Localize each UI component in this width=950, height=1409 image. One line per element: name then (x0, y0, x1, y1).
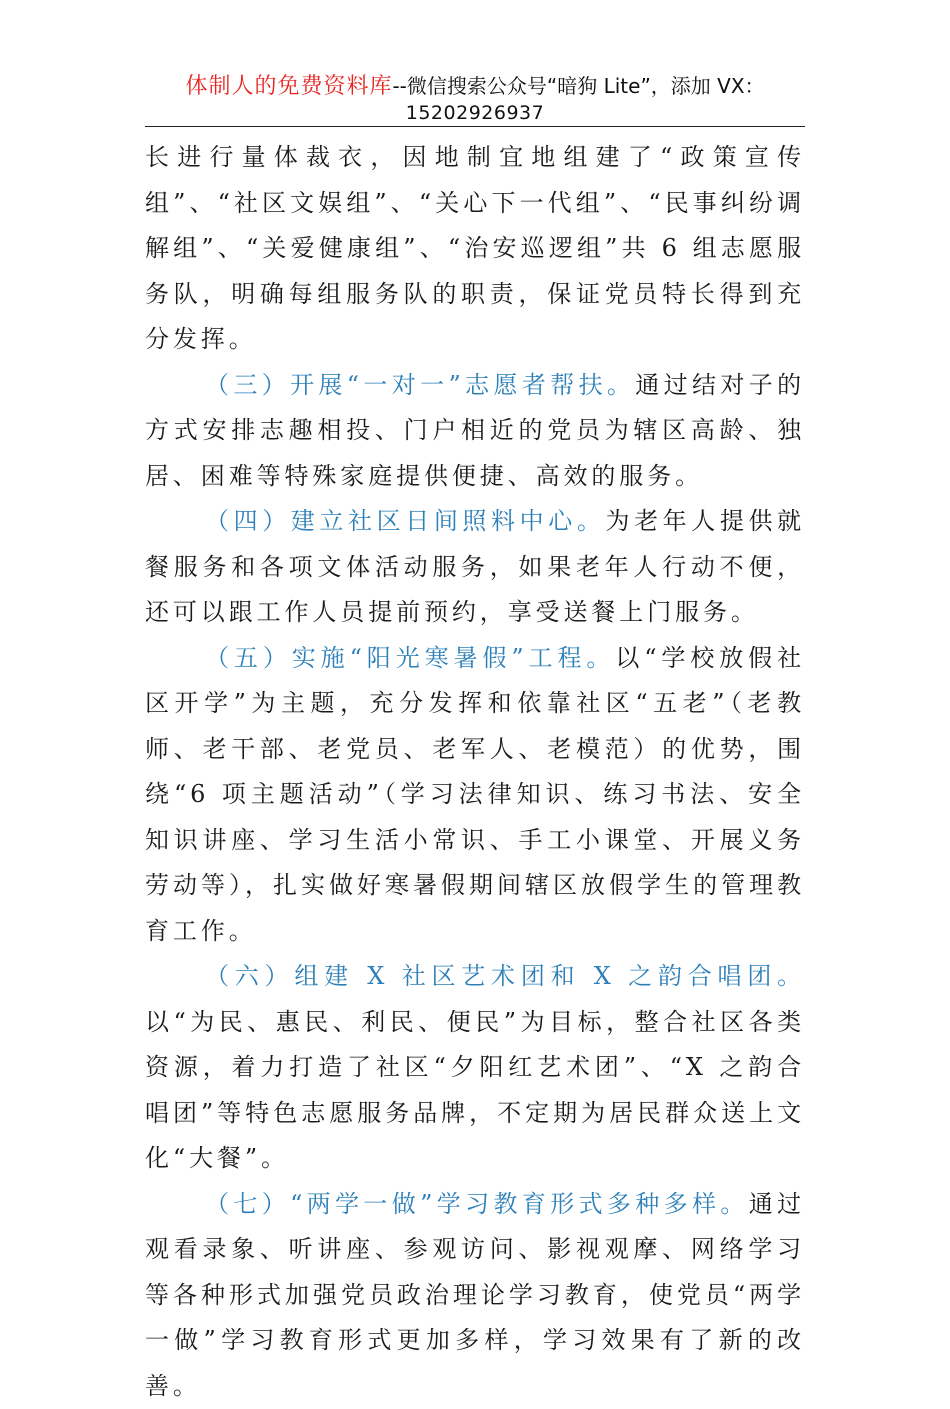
paragraph-text: 长进行量体裁衣，因地制宜地组建了“政策宣传组”、“社区文娱组”、“关心下一代组”、“民事纠纷调解组”、“关爱健康组”、“治安巡逻组”共 6 组志愿服务队，明确每组服务队的职责，保证党员特长得到充分发挥。 (145, 143, 805, 353)
paragraph (145, 1182, 805, 1409)
paragraph (145, 954, 805, 1182)
paragraph (145, 636, 805, 955)
paragraph-text: 以“学校放假社区开学”为主题，充分发挥和依靠社区“五老”（老教师、老干部、老党员、老军人、老模范）的优势，围绕“6 项主题活动”（学习法律知识、练习书法、安全知识讲座、学习生活小常识、手工小课堂、开展义务劳动等），扎实做好寒暑假期间辖区放假学生的管理教育工作。 (145, 644, 805, 945)
section-heading: （三）开展“一对一”志愿者帮扶。 (205, 371, 635, 399)
header-divider (145, 126, 805, 127)
section-heading: （五）实施“阳光寒暑假”工程。 (205, 644, 615, 672)
section-heading: （七）“两学一做”学习教育形式多种多样。 (205, 1190, 749, 1218)
section-heading: （四）建立社区日间照料中心。 (205, 507, 605, 535)
header-brand: 体制人的免费资料库 (185, 74, 392, 99)
paragraph (145, 135, 805, 363)
section-heading: （六）组建 X 社区艺术团和 X 之韵合唱团。 (205, 962, 805, 990)
document-body (145, 135, 805, 1409)
paragraph-text: 以“为民、惠民、利民、便民”为目标，整合社区各类资源，着力打造了社区“夕阳红艺术团”、“X 之韵合唱团”等特色志愿服务品牌，不定期为居民群众送上文化“大餐”。 (145, 1008, 805, 1173)
paragraph (145, 499, 805, 636)
header-phone: 15202926937 (120, 100, 830, 126)
paragraph-text: 通过观看录象、听讲座、参观访问、影视观摩、网络学习等各种形式加强党员政治理论学习教育，使党员“两学一做”学习教育形式更加多样，学习效果有了新的改善。 (145, 1190, 805, 1400)
paragraph-text: 为老年人提供就餐服务和各项文体活动服务，如果老年人行动不便，还可以跟工作人员提前预约，享受送餐上门服务。 (145, 507, 805, 626)
header-suffix: --微信搜索公众号“暗狗 Lite”，添加 VX： (392, 74, 764, 98)
header-line (120, 72, 830, 101)
paragraph-text: 通过结对子的方式安排志趣相投、门户相近的党员为辖区高龄、独居、困难等特殊家庭提供便捷、高效的服务。 (145, 371, 805, 490)
paragraph (145, 363, 805, 500)
